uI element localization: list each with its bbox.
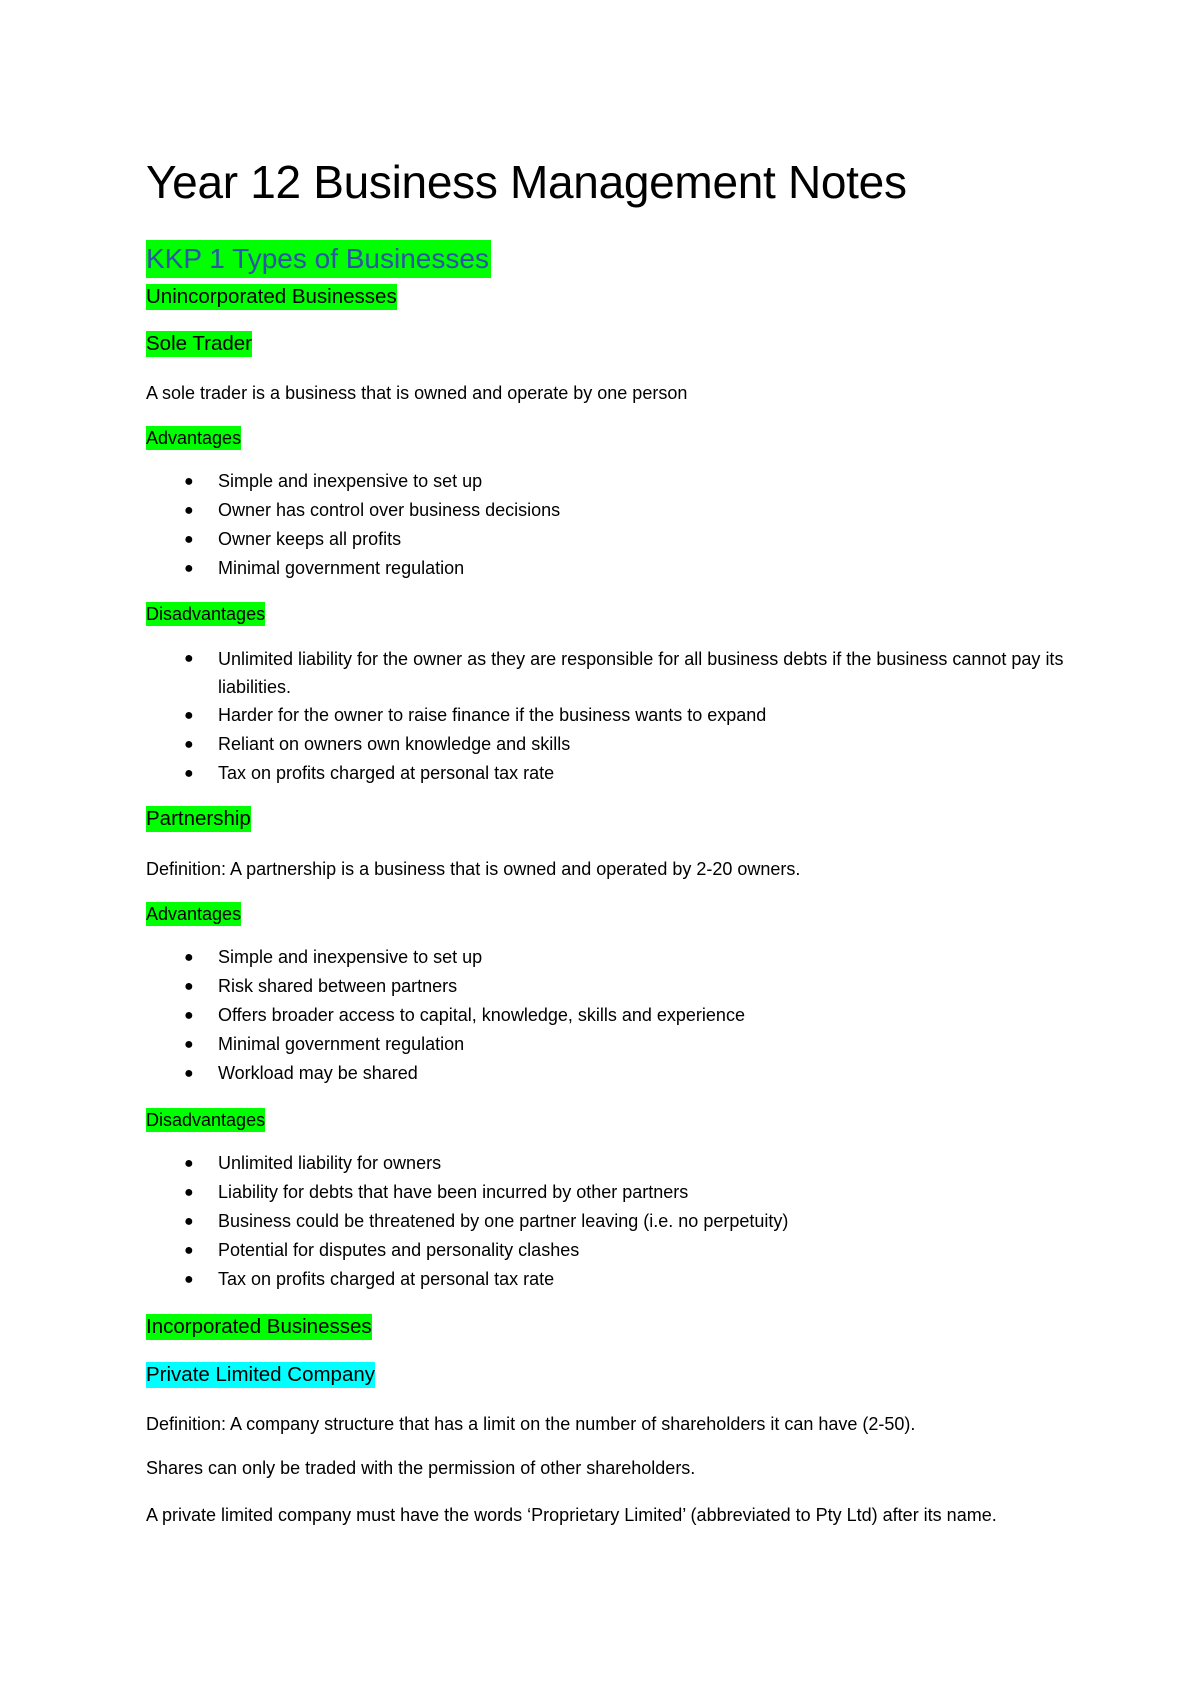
list-item: ● Unlimited liability for owners — [146, 1149, 1066, 1178]
partnership-disadvantages-list — [146, 1149, 1066, 1294]
sole-trader-disadvantages-list — [146, 645, 1066, 788]
bullet-icon: ● — [184, 736, 194, 753]
bullet-icon: ● — [184, 707, 194, 724]
bullet-icon: ● — [184, 1184, 194, 1201]
bullet-icon: ● — [184, 1271, 194, 1288]
bullet-icon: ● — [184, 650, 194, 667]
bullet-icon: ● — [184, 531, 194, 548]
list-item: ● Minimal government regulation — [146, 554, 1066, 583]
list-item: ● Potential for disputes and personality clashes — [146, 1236, 1066, 1265]
list-item: ● Unlimited liability for the owner as they are responsible for all business debts if the business cannot pay its liabilities. — [146, 645, 1066, 701]
sole-trader-definition: A sole trader is a business that is owned and operate by one person — [146, 383, 688, 403]
partnership-advantages-label: Advantages — [146, 904, 242, 924]
sole-trader-heading: Sole Trader — [146, 332, 252, 355]
bullet-icon: ● — [184, 765, 194, 782]
partnership-advantages-list — [146, 943, 1066, 1088]
bullet-icon: ● — [184, 502, 194, 519]
bullet-icon: ● — [184, 978, 194, 995]
private-limited-heading: Private Limited Company — [146, 1363, 376, 1386]
partnership-definition: Definition: A partnership is a business that is owned and operated by 2-20 owners. — [146, 859, 801, 879]
unincorporated-heading: Unincorporated Businesses — [146, 285, 397, 308]
list-item: ● Minimal government regulation — [146, 1030, 1066, 1059]
sole-trader-disadvantages-label: Disadvantages — [146, 604, 266, 624]
list-item: ● Simple and inexpensive to set up — [146, 943, 1066, 972]
bullet-icon: ● — [184, 1036, 194, 1053]
bullet-icon: ● — [184, 949, 194, 966]
bullet-icon: ● — [184, 1213, 194, 1230]
bullet-icon: ● — [184, 1007, 194, 1024]
sole-trader-advantages-label: Advantages — [146, 428, 242, 448]
private-limited-definition: Definition: A company structure that has a limit on the number of shareholders it can have (2-50). — [146, 1414, 916, 1434]
partnership-heading: Partnership — [146, 807, 251, 830]
kkp-heading: KKP 1 Types of Businesses — [146, 240, 491, 278]
partnership-disadvantages-label: Disadvantages — [146, 1110, 266, 1130]
list-item: ● Harder for the owner to raise finance if the business wants to expand — [146, 701, 1066, 730]
private-limited-naming: A private limited company must have the words ‘Proprietary Limited’ (abbreviated to Pty Ltd) after its name. — [146, 1505, 997, 1525]
list-item: ● Reliant on owners own knowledge and skills — [146, 730, 1066, 759]
bullet-icon: ● — [184, 1065, 194, 1082]
list-item: ● Simple and inexpensive to set up — [146, 467, 1066, 496]
bullet-icon: ● — [184, 473, 194, 490]
bullet-icon: ● — [184, 1155, 194, 1172]
list-item: ● Liability for debts that have been incurred by other partners — [146, 1178, 1066, 1207]
bullet-icon: ● — [184, 560, 194, 577]
sole-trader-advantages-list — [146, 467, 1066, 583]
list-item: ● Business could be threatened by one partner leaving (i.e. no perpetuity) — [146, 1207, 1066, 1236]
private-limited-shares: Shares can only be traded with the permission of other shareholders. — [146, 1458, 696, 1478]
incorporated-heading: Incorporated Businesses — [146, 1315, 372, 1338]
list-item: ● Risk shared between partners — [146, 972, 1066, 1001]
list-item: ● Owner keeps all profits — [146, 525, 1066, 554]
document-title: Year 12 Business Management Notes — [146, 156, 907, 208]
list-item: ● Tax on profits charged at personal tax rate — [146, 759, 1066, 788]
bullet-icon: ● — [184, 1242, 194, 1259]
list-item: ● Workload may be shared — [146, 1059, 1066, 1088]
list-item: ● Offers broader access to capital, knowledge, skills and experience — [146, 1001, 1066, 1030]
list-item: ● Tax on profits charged at personal tax rate — [146, 1265, 1066, 1294]
list-item: ● Owner has control over business decisions — [146, 496, 1066, 525]
